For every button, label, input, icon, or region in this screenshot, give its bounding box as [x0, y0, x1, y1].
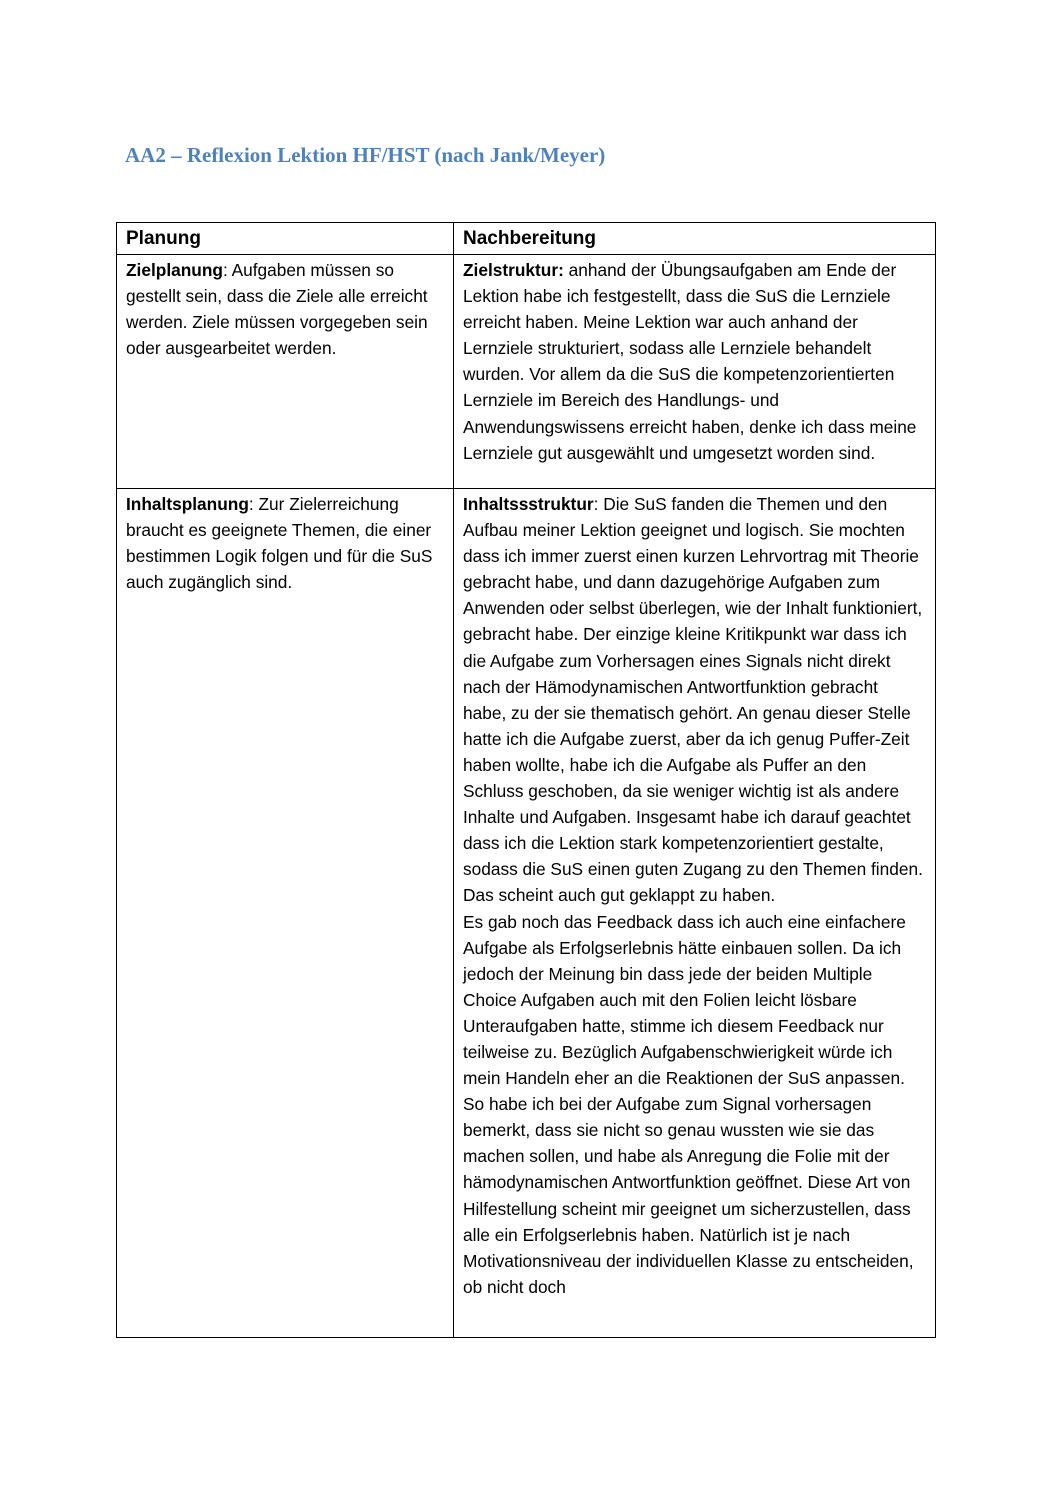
- cell-text: [126, 491, 444, 595]
- header-planung: Planung: [117, 223, 454, 255]
- table-row: [117, 255, 936, 489]
- cell-text: [463, 257, 926, 466]
- cell-text: [126, 257, 444, 361]
- table-row: [117, 489, 936, 1338]
- paragraph: Es gab noch das Feedback dass ich auch eine einfachere Aufgabe als Erfolgserlebnis hätte einbauen sollen. Da ich jedoch der Meinung bin dass jede der beiden Multiple Choice Aufgaben auch mit den Folien leicht lösbare Unteraufgaben hatte, stimme ich diesem Feedback nur teilweise zu. Bezüglich Aufgabenschwierigkeit würde ich mein Handeln eher an die Reaktionen der SuS anpassen. So habe ich bei der Aufgabe zum Signal vorhersagen bemerkt, dass sie nicht so genau wussten wie sie das machen sollen, und habe als Anregung die Folie mit der hämodynamischen Antwortfunktion geöffnet. Diese Art von Hilfestellung scheint mir geeignet um sicherzustellen, dass alle ein Erfolgserlebnis haben. Natürlich ist je nach Motivationsniveau der individuellen Klasse zu entscheiden, ob nicht doch: [463, 911, 914, 1297]
- page-title: AA2 – Reflexion Lektion HF/HST (nach Jank/Meyer): [125, 143, 606, 167]
- cell-zielstruktur: [454, 255, 936, 489]
- cell-inhaltsstruktur: [454, 489, 936, 1338]
- reflection-table: [116, 222, 936, 1338]
- table-header-row: [117, 223, 936, 255]
- header-nachbereitung: Nachbereitung: [454, 223, 936, 255]
- term-label: Inhaltssstruktur: [463, 494, 594, 514]
- paragraph: [463, 491, 926, 909]
- cell-inhaltsplanung: [117, 489, 454, 1338]
- term-label: Zielstruktur:: [463, 260, 564, 280]
- term-description: : Die SuS fanden die Themen und den Aufbau meiner Lektion geeignet und logisch. Sie mochten dass ich immer zuerst einen kurzen Lehrvortrag mit Theorie gebracht habe, und dann dazugehörige Aufgaben zum Anwenden oder selbst überlegen, wie der Inhalt funktioniert, gebracht habe. Der einzige kleine Kritikpunkt war dass ich die Aufgabe zum Vorhersagen eines Signals nicht direkt nach der Hämodynamischen Antwortfunktion gebracht habe, zu der sie thematisch gehört. An genau dieser Stelle hatte ich die Aufgabe zuerst, aber da ich genug Puffer-Zeit haben wollte, habe ich die Aufgabe als Puffer an den Schluss geschoben, da sie weniger wichtig ist als andere Inhalte und Aufgaben. Insgesamt habe ich darauf geachtet dass ich die Lektion stark kompetenzorientiert gestalte, sodass die SuS einen guten Zugang zu den Themen finden. Das scheint auch gut geklappt zu haben.: [463, 494, 923, 906]
- term-description: : Aufgaben müssen so gestellt sein, dass die Ziele alle erreicht werden. Ziele müssen vorgegeben sein oder ausgearbeitet werden.: [126, 260, 428, 359]
- term-description: : Zur Zielerreichung braucht es geeignete Themen, die einer bestimmen Logik folgen und für die SuS auch zugänglich sind.: [126, 494, 433, 593]
- cell-zielplanung: [117, 255, 454, 489]
- term-label: Zielplanung: [126, 260, 223, 280]
- term-label: Inhaltsplanung: [126, 494, 249, 514]
- term-description: anhand der Übungsaufgaben am Ende der Lektion habe ich festgestellt, dass die SuS die Lernziele erreicht haben. Meine Lektion war auch anhand der Lernziele strukturiert, sodass alle Lernziele behandelt wurden. Vor allem da die SuS die kompetenzorientierten Lernziele im Bereich des Handlungs- und Anwendungswissens erreicht haben, denke ich dass meine Lernziele gut ausgewählt und umgesetzt worden sind.: [463, 260, 917, 463]
